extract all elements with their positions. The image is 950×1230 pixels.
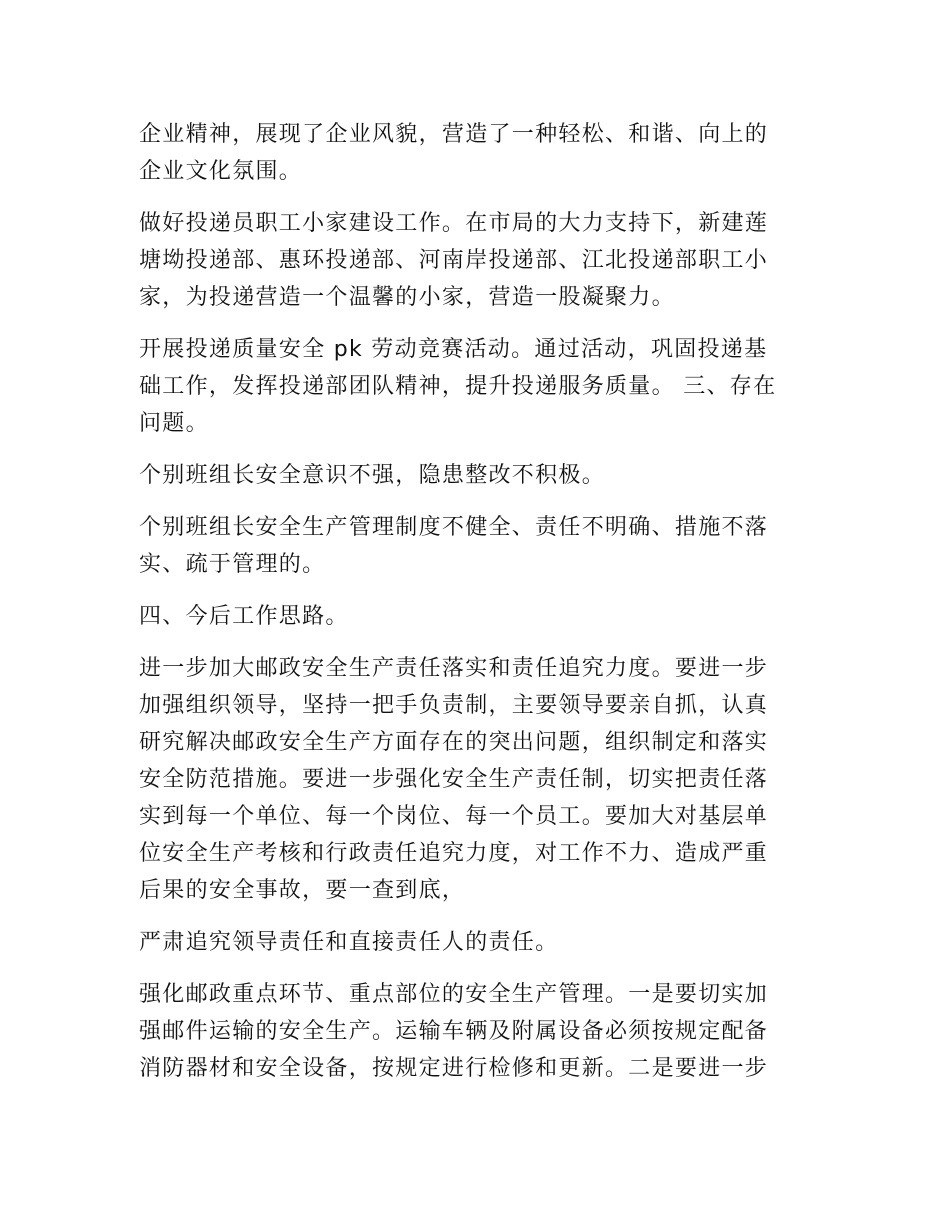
text-line: 安全防范措施。要进一步强化安全生产责任制，切实把责任落 bbox=[139, 767, 769, 792]
text-line: 个别班组长安全生产管理制度不健全、责任不明确、措施不落 bbox=[139, 515, 769, 540]
paragraph-9 bbox=[139, 976, 811, 1087]
text-line: 强邮件运输的安全生产。运输车辆及附属设备必须按规定配备 bbox=[139, 1019, 769, 1044]
paragraph-7 bbox=[139, 650, 811, 909]
text-line: 个别班组长安全意识不强，隐患整改不积极。 bbox=[139, 463, 606, 488]
paragraph-4 bbox=[139, 457, 811, 494]
text-line: 家，为投递营造一个温馨的小家，营造一股凝聚力。 bbox=[139, 285, 675, 310]
paragraph-3 bbox=[139, 331, 811, 442]
text-line: 加强组织领导，坚持一把手负责制，主要领导要亲自抓，认真 bbox=[139, 693, 769, 718]
paragraph-8 bbox=[139, 924, 811, 961]
text-line: 后果的安全事故，要一查到底， bbox=[139, 878, 466, 903]
text-line: 进一步加大邮政安全生产责任落实和责任追究力度。要进一步 bbox=[139, 656, 769, 681]
paragraph-5 bbox=[139, 509, 811, 583]
section-heading bbox=[139, 598, 811, 635]
text-line: 实到每一个单位、每一个岗位、每一个员工。要加大对基层单 bbox=[139, 804, 769, 829]
text-line: 开展投递质量安全 pk 劳动竞赛活动。通过活动，巩固投递基 bbox=[139, 337, 768, 362]
text-line: 企业文化氛围。 bbox=[139, 159, 303, 184]
text-line: 问题。 bbox=[139, 411, 209, 436]
text-line: 企业精神，展现了企业风貌，营造了一种轻松、和谐、向上的 bbox=[139, 122, 769, 147]
text-line: 塘坳投递部、惠环投递部、河南岸投递部、江北投递部职工小 bbox=[139, 248, 769, 273]
text-line: 消防器材和安全设备，按规定进行检修和更新。二是要进一步 bbox=[139, 1056, 769, 1081]
text-line: 研究解决邮政安全生产方面存在的突出问题，组织制定和落实 bbox=[139, 730, 769, 755]
text-line: 实、疏于管理的。 bbox=[139, 552, 326, 577]
paragraph-1 bbox=[139, 116, 811, 190]
document-body bbox=[139, 116, 811, 1102]
text-line: 强化邮政重点环节、重点部位的安全生产管理。一是要切实加 bbox=[139, 982, 769, 1007]
text-line: 做好投递员职工小家建设工作。在市局的大力支持下，新建莲 bbox=[139, 211, 769, 236]
text-line: 严肃追究领导责任和直接责任人的责任。 bbox=[139, 930, 559, 955]
paragraph-2 bbox=[139, 205, 811, 316]
text-line: 位安全生产考核和行政责任追究力度，对工作不力、造成严重 bbox=[139, 841, 769, 866]
text-line: 四、今后工作思路。 bbox=[139, 604, 349, 629]
text-line: 础工作，发挥投递部团队精神，提升投递服务质量。 三、存在 bbox=[139, 374, 777, 399]
